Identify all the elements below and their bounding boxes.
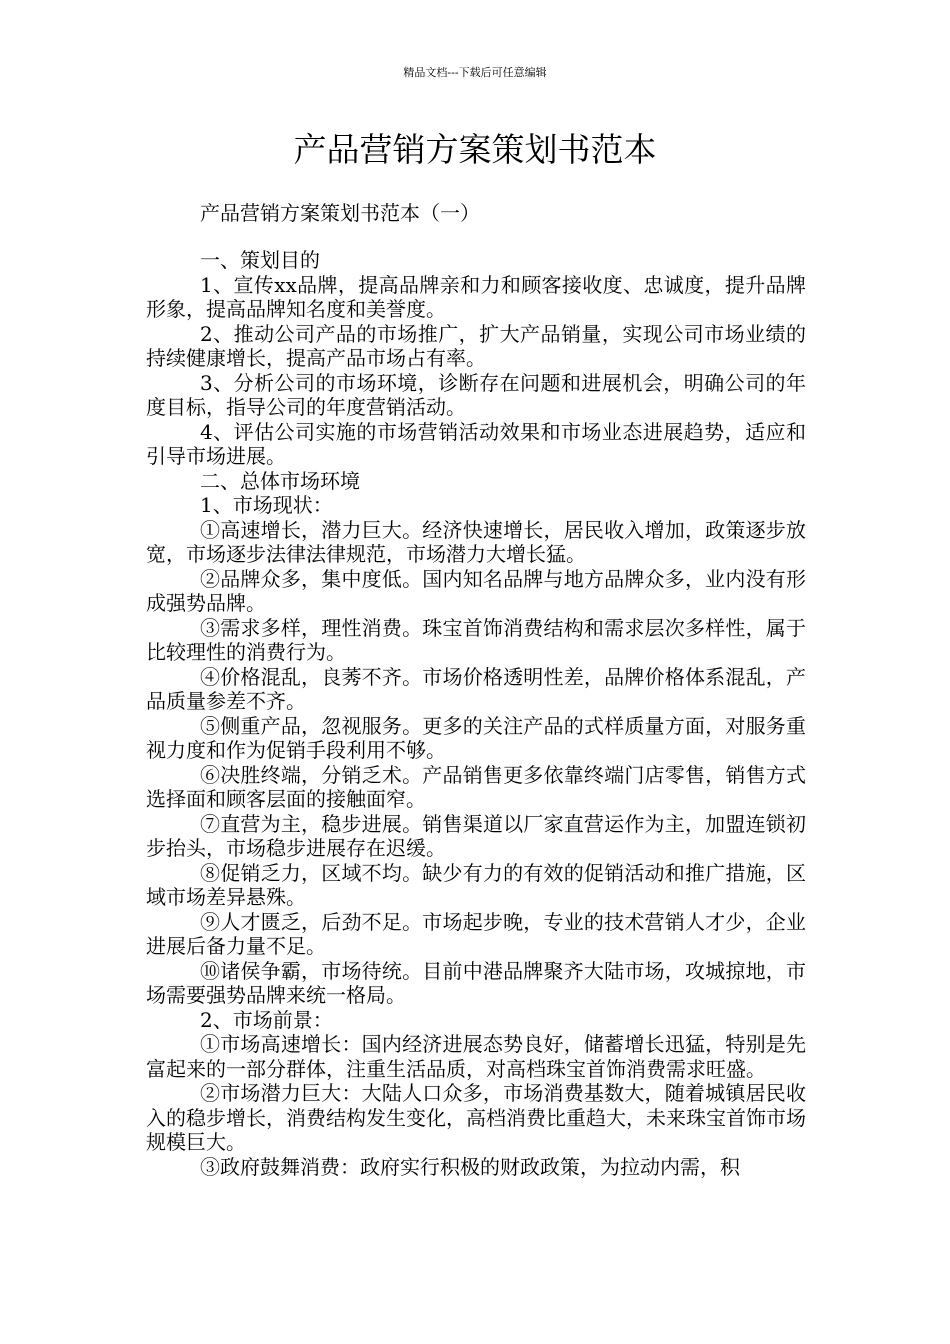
paragraph: ⑨人才匮乏，后劲不足。市场起步晚，专业的技术营销人才少，企业进展后备力量不足。 bbox=[146, 909, 806, 958]
paragraph: ⑤侧重产品，忽视服务。更多的关注产品的式样质量方面，对服务重视力度和作为促销手段利用不够。 bbox=[146, 713, 806, 762]
paragraph: ①市场高速增长：国内经济进展态势良好，储蓄增长迅猛，特别是先富起来的一部分群体，注重生活品质，对高档珠宝首饰消费需求旺盛。 bbox=[146, 1032, 806, 1081]
document-body bbox=[146, 248, 806, 1179]
paragraph: 1、市场现状： bbox=[200, 493, 333, 517]
document-title: 产品营销方案策划书范本 bbox=[293, 130, 657, 169]
paragraph: ③政府鼓舞消费：政府实行积极的财政政策，为拉动内需，积 bbox=[200, 1154, 740, 1179]
paragraph: 二、总体市场环境 bbox=[200, 468, 360, 493]
paragraph: 1、宣传xx品牌，提高品牌亲和力和顾客接收度、忠诚度，提升品牌形象，提高品牌知名度和美誉度。 bbox=[146, 272, 806, 321]
document-subtitle: 产品营销方案策划书范本（一） bbox=[200, 201, 480, 225]
paragraph: ③需求多样，理性消费。珠宝首饰消费结构和需求层次多样性，属于比较理性的消费行为。 bbox=[146, 615, 806, 664]
paragraph: 一、策划目的 bbox=[200, 248, 320, 272]
paragraph: ⑦直营为主，稳步进展。销售渠道以厂家直营运作为主，加盟连锁初步抬头，市场稳步进展存在迟缓。 bbox=[146, 811, 806, 860]
paragraph: ①高速增长，潜力巨大。经济快速增长，居民收入增加，政策逐步放宽，市场逐步法律法律规范，市场潜力大增长猛。 bbox=[146, 517, 806, 566]
paragraph: 4、评估公司实施的市场营销活动效果和市场业态进展趋势，适应和引导市场进展。 bbox=[146, 419, 806, 468]
paragraph: ⑧促销乏力，区域不均。缺少有力的有效的促销活动和推广措施，区域市场差异悬殊。 bbox=[146, 860, 806, 909]
paragraph: ⑩诸侯争霸，市场待统。目前中港品牌聚齐大陆市场，攻城掠地，市场需要强势品牌来统一格局。 bbox=[146, 958, 806, 1007]
paragraph: ②市场潜力巨大：大陆人口众多，市场消费基数大，随着城镇居民收入的稳步增长，消费结构发生变化，高档消费比重趋大，未来珠宝首饰市场规模巨大。 bbox=[146, 1081, 806, 1154]
paragraph: 2、推动公司产品的市场推广，扩大产品销量，实现公司市场业绩的持续健康增长，提高产品市场占有率。 bbox=[146, 321, 806, 370]
header-note: 精品文档---下载后可任意编辑 bbox=[403, 66, 547, 79]
paragraph: ④价格混乱，良莠不齐。市场价格透明性差，品牌价格体系混乱，产品质量参差不齐。 bbox=[146, 664, 806, 713]
paragraph: ⑥决胜终端，分销乏术。产品销售更多依靠终端门店零售，销售方式选择面和顾客层面的接触面窄。 bbox=[146, 762, 806, 811]
paragraph: ②品牌众多，集中度低。国内知名品牌与地方品牌众多，业内没有形成强势品牌。 bbox=[146, 566, 806, 615]
paragraph: 2、市场前景： bbox=[200, 1007, 333, 1032]
paragraph: 3、分析公司的市场环境，诊断存在问题和进展机会，明确公司的年度目标，指导公司的年度营销活动。 bbox=[146, 370, 806, 419]
